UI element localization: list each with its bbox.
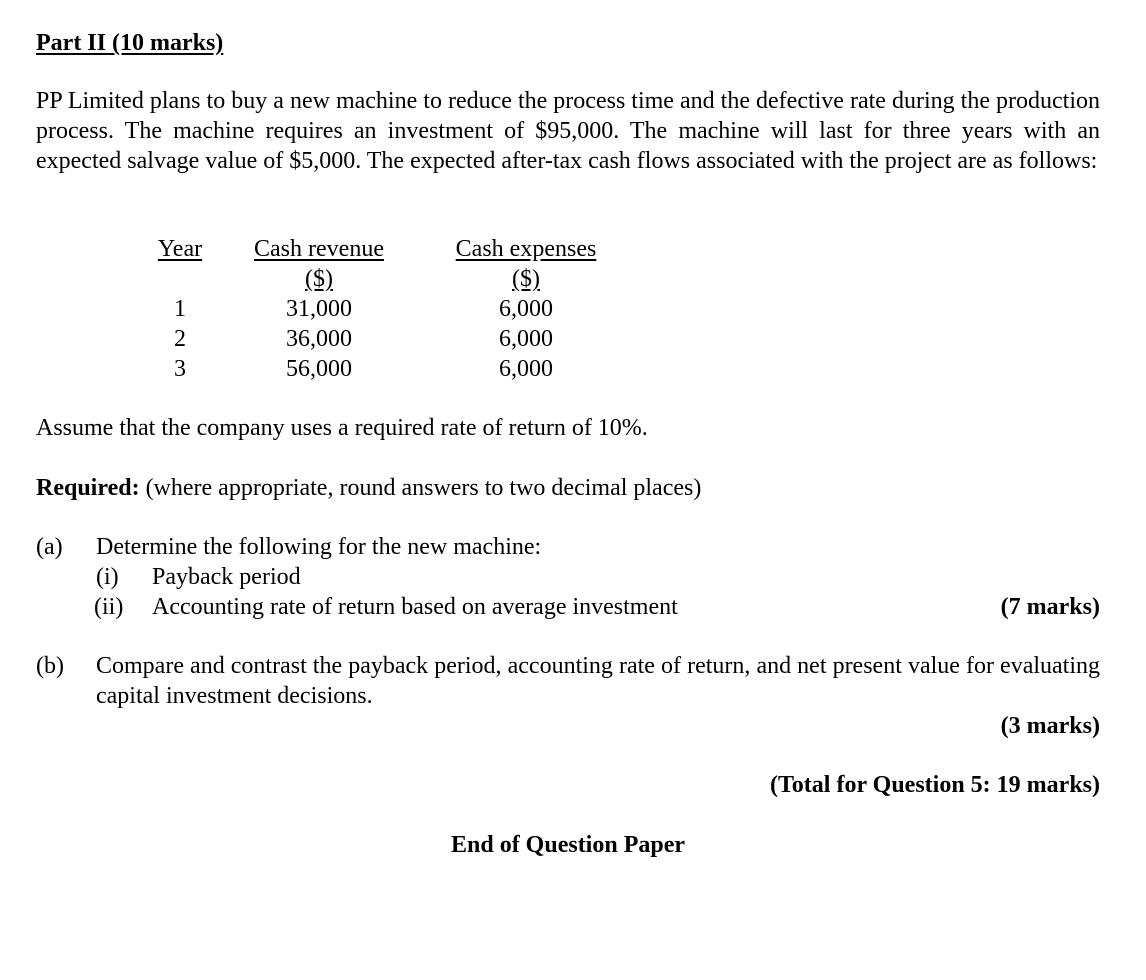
question-b-marks: (3 marks) <box>1000 713 1100 739</box>
question-a-ii-text: Accounting rate of return based on average investment <box>152 594 678 620</box>
row-2-expenses: 6,000 <box>499 326 553 352</box>
row-2-year: 2 <box>174 326 186 352</box>
question-a-label: (a) <box>36 534 63 560</box>
required-label: Required: <box>36 475 140 501</box>
header-cash-revenue-unit: ($) <box>305 266 333 292</box>
total-marks: (Total for Question 5: 19 marks) <box>770 772 1100 798</box>
required-text: (where appropriate, round answers to two decimal places) <box>145 475 702 501</box>
question-a-marks: (7 marks) <box>1000 594 1100 620</box>
question-b-label: (b) <box>36 653 64 679</box>
row-1-year: 1 <box>174 296 186 322</box>
question-b-text: Compare and contrast the payback period, accounting rate of return, and net present value for evaluating capital investment decisions. <box>96 653 1100 709</box>
question-a-i-text: Payback period <box>152 564 301 590</box>
required-line <box>36 473 701 503</box>
question-a-ii-label: (ii) <box>94 594 124 620</box>
row-1-expenses: 6,000 <box>499 296 553 322</box>
end-of-paper: End of Question Paper <box>450 832 686 858</box>
header-year: Year <box>157 236 203 262</box>
row-1-revenue: 31,000 <box>286 296 352 322</box>
row-3-year: 3 <box>174 356 186 382</box>
assumption-text: Assume that the company uses a required rate of return of 10%. <box>36 415 648 441</box>
question-a-i-label: (i) <box>96 564 119 590</box>
row-3-revenue: 56,000 <box>286 356 352 382</box>
row-3-expenses: 6,000 <box>499 356 553 382</box>
header-cash-expenses: Cash expenses <box>455 236 597 262</box>
part-heading: Part II (10 marks) <box>36 30 224 56</box>
header-cash-expenses-unit: ($) <box>512 266 540 292</box>
header-cash-revenue: Cash revenue <box>254 236 384 262</box>
row-2-revenue: 36,000 <box>286 326 352 352</box>
question-a-text: Determine the following for the new machine: <box>96 534 542 560</box>
intro-paragraph: PP Limited plans to buy a new machine to reduce the process time and the defective rate during the production process. The machine requires an investment of $95,000. The machine will last for three years with an expected salvage value of $5,000. The expected after-tax cash flows associated with the project are as follows: <box>36 88 1100 174</box>
